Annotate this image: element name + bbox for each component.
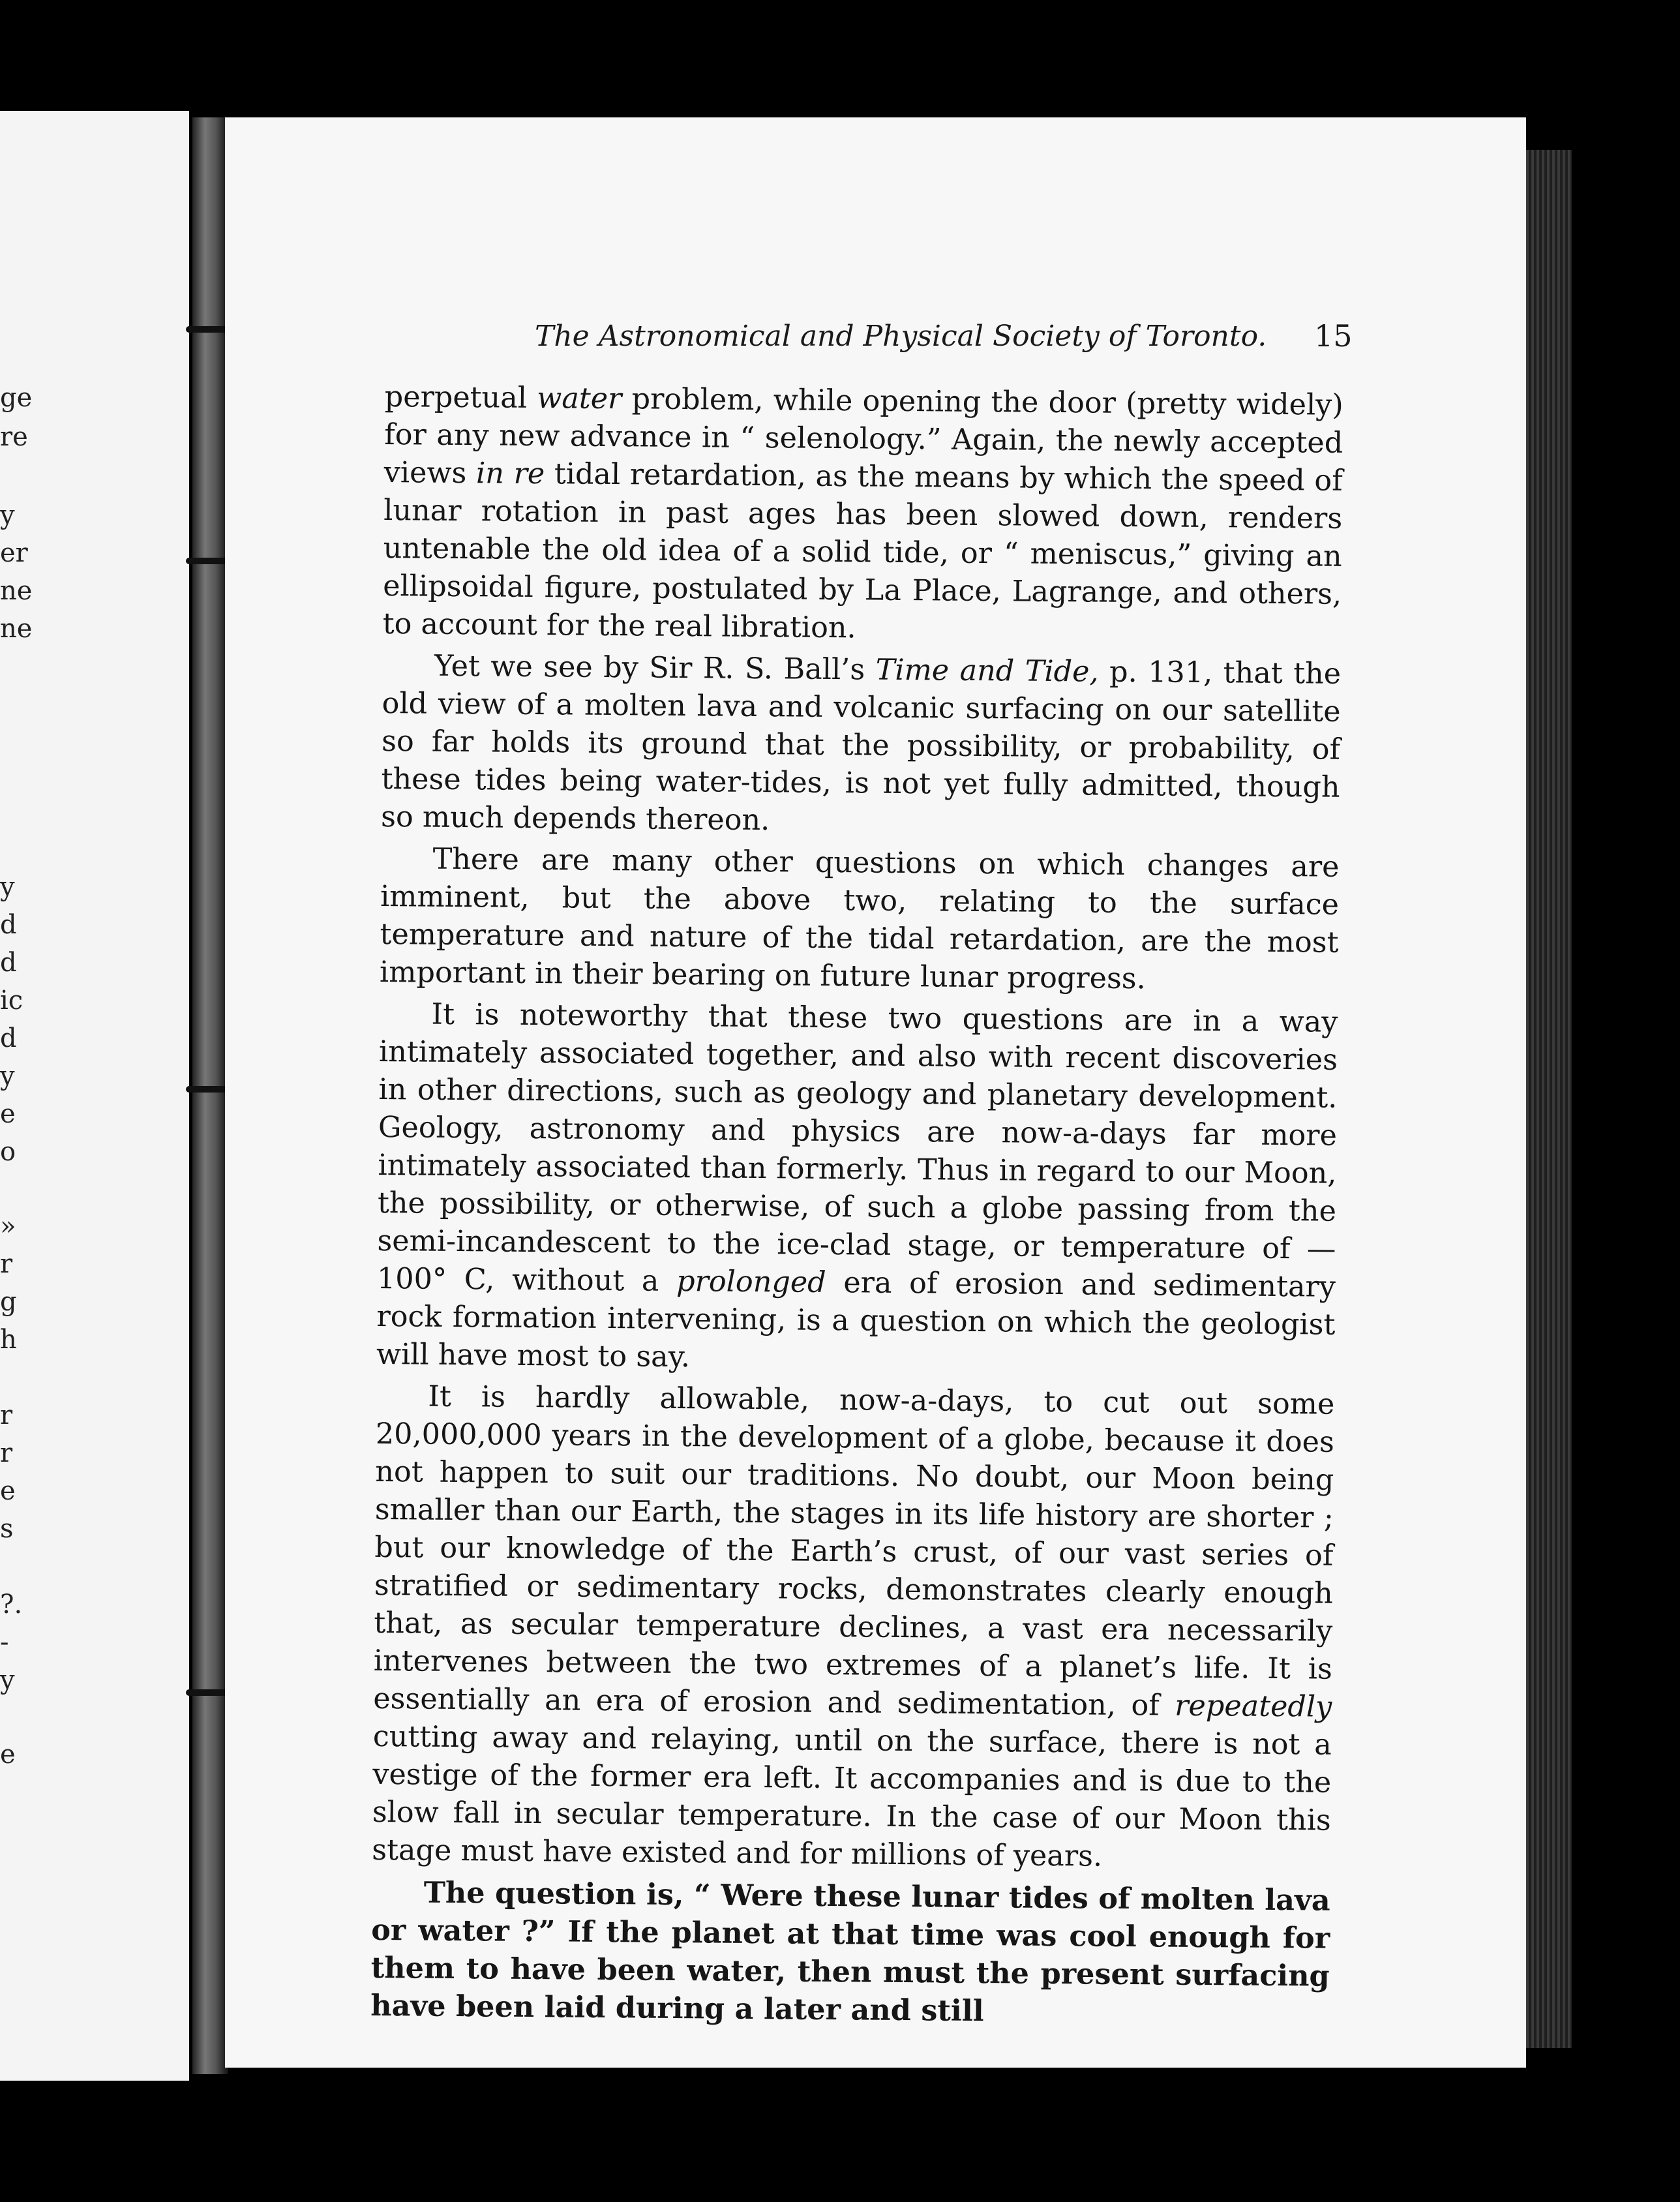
italic-text: in re [475, 457, 545, 491]
italic-text: repeatedly [1175, 1689, 1332, 1724]
left-fragment: e [0, 1740, 16, 1770]
text-run: It is noteworthy that these two questions are in a way intimately associated together, and also with recent discoveries in other directions, such as geology and planetary development. Geology, astronomy and physics are now-a-days far more intimately associated than formerly. Thus in regard to our Moon, the possibility, or otherwise, of such a globe passing from the semi-incandescent to the ice-clad stage, or temperature of — 100° C, without a [376, 997, 1338, 1298]
left-fragment: r [0, 1249, 13, 1279]
left-fragment: ne [0, 614, 33, 644]
left-fragment: » [0, 1211, 16, 1241]
paragraph [372, 1378, 1335, 1878]
body-text [370, 378, 1343, 2037]
left-fragment: ge [0, 383, 33, 413]
left-fragment: r [0, 1438, 13, 1468]
page-number: 15 [1314, 318, 1353, 354]
left-fragment: ic [0, 986, 23, 1016]
text-run: p. 131, that the old view of a molten lava and volcanic surfacing on our satellite so far holds its ground that the possibility, or probability, of these tides being water-tides, is not yet fully admitted, though so much depends thereon. [380, 655, 1342, 837]
italic-text: water [537, 382, 622, 416]
paragraph [381, 647, 1341, 845]
left-page [0, 111, 189, 2081]
left-fragment: d [0, 910, 17, 940]
left-fragment: s [0, 1514, 14, 1544]
text-run: perpetual [384, 380, 537, 415]
left-fragment: er [0, 538, 28, 568]
left-fragment: e [0, 1476, 16, 1506]
text-run: problem, while opening the door (pretty widely) for any new advance in “ selenology.” Again, the newly accepted views [383, 382, 1343, 490]
left-fragment: h [0, 1325, 17, 1355]
left-fragment: e [0, 1099, 16, 1129]
paragraph [376, 995, 1338, 1382]
book-spine-gutter [192, 117, 228, 2074]
text-run: It is hardly allowable, now-a-days, to cut out some 20,000,000 years in the development of a globe, because it does not happen to suit our traditions. No doubt, our Moon being smaller than our Earth, the stages in its life history are shorter ; but our knowledge of the Earth’s crust, of our vast series of stratified or sedimentary rocks, demonstrates clearly enough that, as secular temperature declines, a vast era necessarily intervenes between the two extremes of a planet’s life. It is essentially an era of erosion and sedimentation, of [373, 1380, 1335, 1723]
left-fragment: y [0, 1061, 15, 1091]
left-fragment: ne [0, 576, 33, 606]
text-run: Yet we see by Sir R. S. Ball’s [434, 649, 876, 687]
left-fragment: r [0, 1400, 13, 1430]
left-fragment: o [0, 1137, 16, 1167]
left-fragment: - [0, 1627, 9, 1657]
page-block-edge [1526, 150, 1572, 2048]
italic-text: Time and Tide, [875, 653, 1099, 689]
left-fragment: d [0, 948, 17, 978]
running-head: The Astronomical and Physical Society of Toronto. [535, 320, 1267, 353]
left-fragment: re [0, 422, 28, 452]
left-fragment: y [0, 500, 15, 530]
left-fragment: y [0, 1665, 15, 1695]
left-fragment: g [0, 1287, 17, 1317]
left-page-text-fragments [0, 111, 39, 2081]
text-run: cutting away and relaying, until on the surface, there is not a vestige of the former era left. It accompanies and is due to the slow fall in secular temperature. In the case of our Moon this stage must have existed and for millions of years. [372, 1719, 1332, 1873]
left-fragment: d [0, 1023, 17, 1053]
text-run: tidal retardation, as the means by which the speed of lunar rotation in past ages has been slowed down, renders untenable the old idea of a solid tide, or “ meniscus,” giving an ellipsoidal figure, postulated by La Place, Lagrange, and others, to account for the real libration. [382, 457, 1343, 645]
text-run: era of erosion and sedimentary rock formation intervening, is a question on which the geologist will have most to say. [376, 1265, 1336, 1374]
left-fragment: ?. [0, 1590, 23, 1620]
left-fragment: y [0, 872, 15, 902]
paragraph: There are many other questions on which changes are imminent, but the above two, relating to the surface temperature and nature of the tidal retardation, are the most important in their bearing on future lunar progress. [379, 842, 1340, 996]
paragraph: The question is, “ Were these lunar tides of molten lava or water ?” If the planet at that time was cool enough for them to have been water, then must the present surfacing have been laid during a later and still [370, 1875, 1330, 2029]
italic-text: prolonged [676, 1264, 826, 1299]
paragraph [382, 378, 1343, 652]
